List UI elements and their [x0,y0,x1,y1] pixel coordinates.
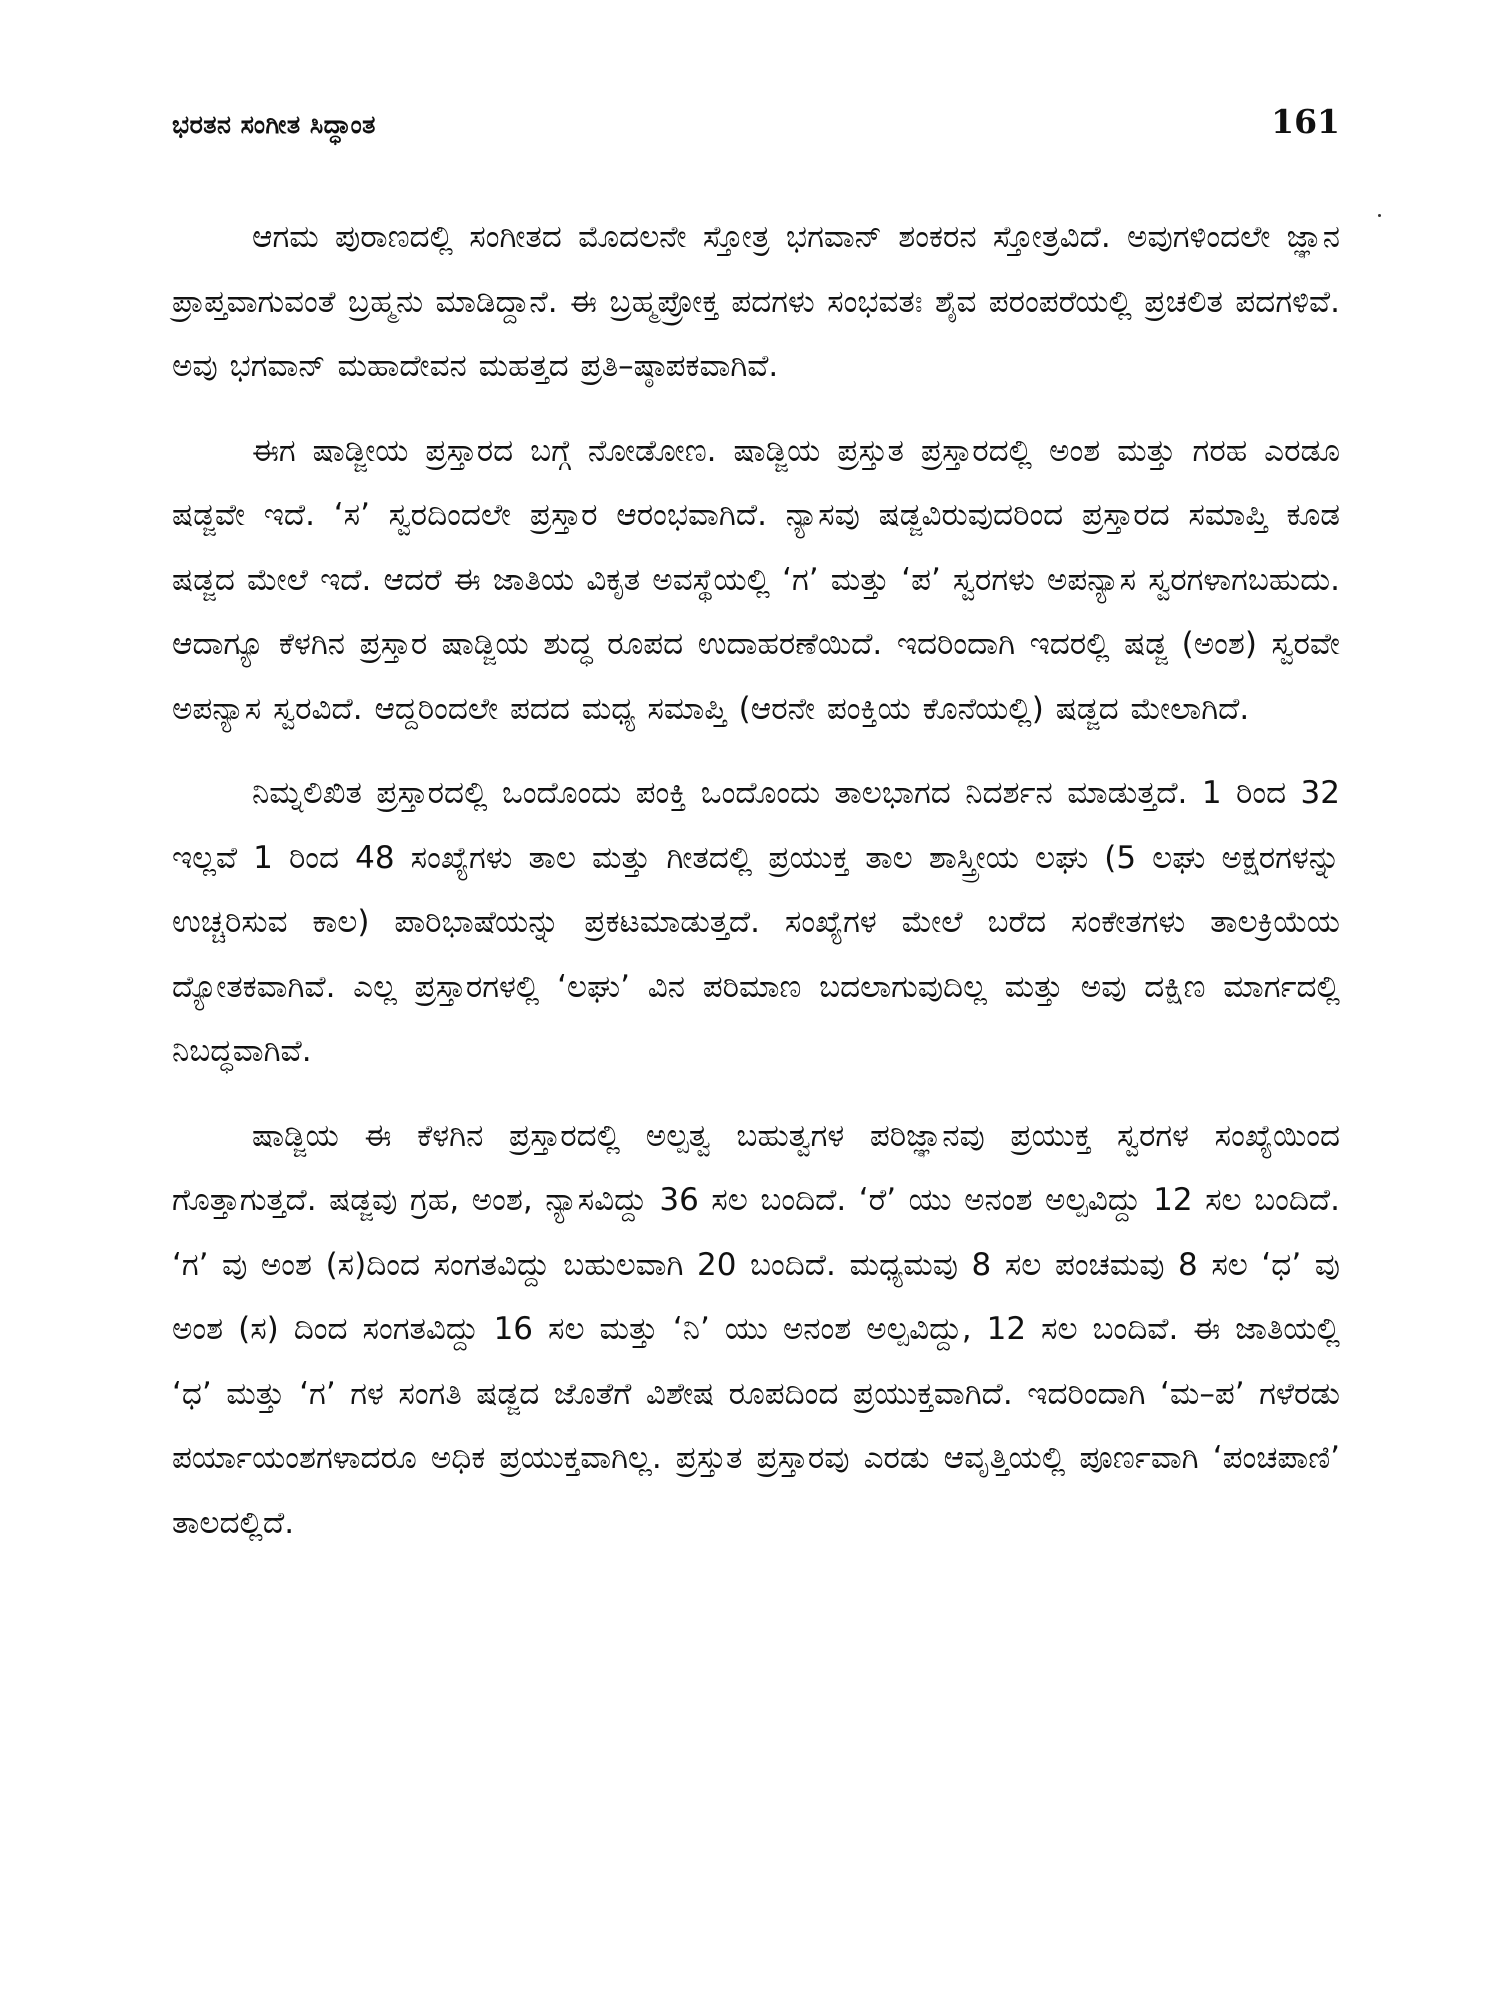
paragraph-3: ನಿಮ್ನಲಿಖಿತ ಪ್ರಸ್ತಾರದಲ್ಲಿ ಒಂದೊಂದು ಪಂಕ್ತಿ ಒಂದೊಂದು ತಾಲಭಾಗದ ನಿದರ್ಶನ ಮಾಡುತ್ತದೆ. 1 ರಿಂದ 32 ಇಲ್ಲವೆ 1 ರಿಂದ 48 ಸಂಖ್ಯೆಗಳು ತಾಲ ಮತ್ತು ಗೀತದಲ್ಲಿ ಪ್ರಯುಕ್ತ ತಾಲ ಶಾಸ್ತ್ರೀಯ ಲಘು (5 ಲಘು ಅಕ್ಷರಗಳನ್ನು ಉಚ್ಚರಿಸುವ ಕಾಲ) ಪಾರಿಭಾಷೆಯನ್ನು ಪ್ರಕಟಮಾಡುತ್ತದೆ. ಸಂಖ್ಯೆಗಳ ಮೇಲೆ ಬರೆದ ಸಂಕೇತಗಳು ತಾಲಕ್ರಿಯೆಯ ದ್ಯೋತಕವಾಗಿವೆ. ಎಲ್ಲ ಪ್ರಸ್ತಾರಗಳಲ್ಲಿ ‘ಲಘು’ ವಿನ ಪರಿಮಾಣ ಬದಲಾಗುವುದಿಲ್ಲ ಮತ್ತು ಅವು ದಕ್ಷಿಣ ಮಾರ್ಗದಲ್ಲಿ ನಿಬದ್ಧವಾಗಿವೆ. [172,775,1340,1069]
page-number: 161 [1271,102,1340,141]
page-header [172,102,1340,152]
paragraph-1: ಆಗಮ ಪುರಾಣದಲ್ಲಿ ಸಂಗೀತದ ಮೊದಲನೇ ಸ್ತೋತ್ರ ಭಗವಾನ್ ಶಂಕರನ ಸ್ತೋತ್ರವಿದೆ. ಅವುಗಳಿಂದಲೇ ಜ್ಞಾನ ಪ್ರಾಪ್ತವಾಗುವಂತೆ ಬ್ರಹ್ಮನು ಮಾಡಿದ್ದಾನೆ. ಈ ಬ್ರಹ್ಮಪ್ರೋಕ್ತ ಪದಗಳು ಸಂಭವತಃ ಶೈವ ಪರಂಪರೆಯಲ್ಲಿ ಪ್ರಚಲಿತ ಪದಗಳಿವೆ. ಅವು ಭಗವಾನ್ ಮಹಾದೇವನ ಮಹತ್ತದ ಪ್ರತಿ–ಷ್ಠಾಪಕವಾಗಿವೆ. [172,219,1340,384]
body-text [172,205,1340,1575]
running-title: ಭರತನ ಸಂಗೀತ ಸಿದ್ಧಾಂತ [172,110,376,139]
scan-speck [1378,214,1381,217]
paragraph-4: ಷಾಡ್ಜಿಯ ಈ ಕೆಳಗಿನ ಪ್ರಸ್ತಾರದಲ್ಲಿ ಅಲ್ಪತ್ವ ಬಹುತ್ವಗಳ ಪರಿಜ್ಞಾನವು ಪ್ರಯುಕ್ತ ಸ್ವರಗಳ ಸಂಖ್ಯೆಯಿಂದ ಗೊತ್ತಾಗುತ್ತದೆ. ಷಡ್ಜವು ಗ್ರಹ, ಅಂಶ, ನ್ಯಾಸವಿದ್ದು 36 ಸಲ ಬಂದಿದೆ. ‘ರೆ’ ಯು ಅನಂಶ ಅಲ್ಪವಿದ್ದು 12 ಸಲ ಬಂದಿದೆ. ‘ಗ’ ವು ಅಂಶ (ಸ)ದಿಂದ ಸಂಗತವಿದ್ದು ಬಹುಲವಾಗಿ 20 ಬಂದಿದೆ. ಮಧ್ಯಮವು 8 ಸಲ ಪಂಚಮವು 8 ಸಲ ‘ಧ’ ವು ಅಂಶ (ಸ) ದಿಂದ ಸಂಗತವಿದ್ದು 16 ಸಲ ಮತ್ತು ‘ನಿ’ ಯು ಅನಂಶ ಅಲ್ಪವಿದ್ದು, 12 ಸಲ ಬಂದಿವೆ. ಈ ಜಾತಿಯಲ್ಲಿ ‘ಧ’ ಮತ್ತು ‘ಗ’ ಗಳ ಸಂಗತಿ ಷಡ್ಜದ ಜೊತೆಗೆ ವಿಶೇಷ ರೂಪದಿಂದ ಪ್ರಯುಕ್ತವಾಗಿದೆ. ಇದರಿಂದಾಗಿ ‘ಮ–ಪ’ ಗಳೆರಡು ಪರ್ಯಾಯಂಶಗಳಾದರೂ ಅಧಿಕ ಪ್ರಯುಕ್ತವಾಗಿಲ್ಲ. ಪ್ರಸ್ತುತ ಪ್ರಸ್ತಾರವು ಎರಡು ಆವೃತ್ತಿಯಲ್ಲಿ ಪೂರ್ಣವಾಗಿ ‘ಪಂಚಪಾಣಿ’ ತಾಲದಲ್ಲಿದೆ. [172,1117,1340,1541]
paragraph-2: ಈಗ ಷಾಡ್ಜೀಯ ಪ್ರಸ್ತಾರದ ಬಗ್ಗೆ ನೋಡೋಣ. ಷಾಡ್ಜಿಯ ಪ್ರಸ್ತುತ ಪ್ರಸ್ತಾರದಲ್ಲಿ ಅಂಶ ಮತ್ತು ಗರಹ ಎರಡೂ ಷಡ್ಜವೇ ಇದೆ. ‘ಸ’ ಸ್ವರದಿಂದಲೇ ಪ್ರಸ್ತಾರ ಆರಂಭವಾಗಿದೆ. ನ್ಯಾಸವು ಷಡ್ಜವಿರುವುದರಿಂದ ಪ್ರಸ್ತಾರದ ಸಮಾಪ್ತಿ ಕೂಡ ಷಡ್ಜದ ಮೇಲೆ ಇದೆ. ಆದರೆ ಈ ಜಾತಿಯ ವಿಕೃತ ಅವಸ್ಥೆಯಲ್ಲಿ ‘ಗ’ ಮತ್ತು ‘ಪ’ ಸ್ವರಗಳು ಅಪನ್ಯಾಸ ಸ್ವರಗಳಾಗಬಹುದು. ಆದಾಗ್ಯೂ ಕೆಳಗಿನ ಪ್ರಸ್ತಾರ ಷಾಡ್ಜಿಯ ಶುದ್ಧ ರೂಪದ ಉದಾಹರಣೆಯಿದೆ. ಇದರಿಂದಾಗಿ ಇದರಲ್ಲಿ ಷಡ್ಜ (ಅಂಶ) ಸ್ವರವೇ ಅಪನ್ಯಾಸ ಸ್ವರವಿದೆ. ಆದ್ದರಿಂದಲೇ ಪದದ ಮಧ್ಯ ಸಮಾಪ್ತಿ (ಆರನೇ ಪಂಕ್ತಿಯ ಕೊನೆಯಲ್ಲಿ) ಷಡ್ಜದ ಮೇಲಾಗಿದೆ. [172,432,1340,727]
